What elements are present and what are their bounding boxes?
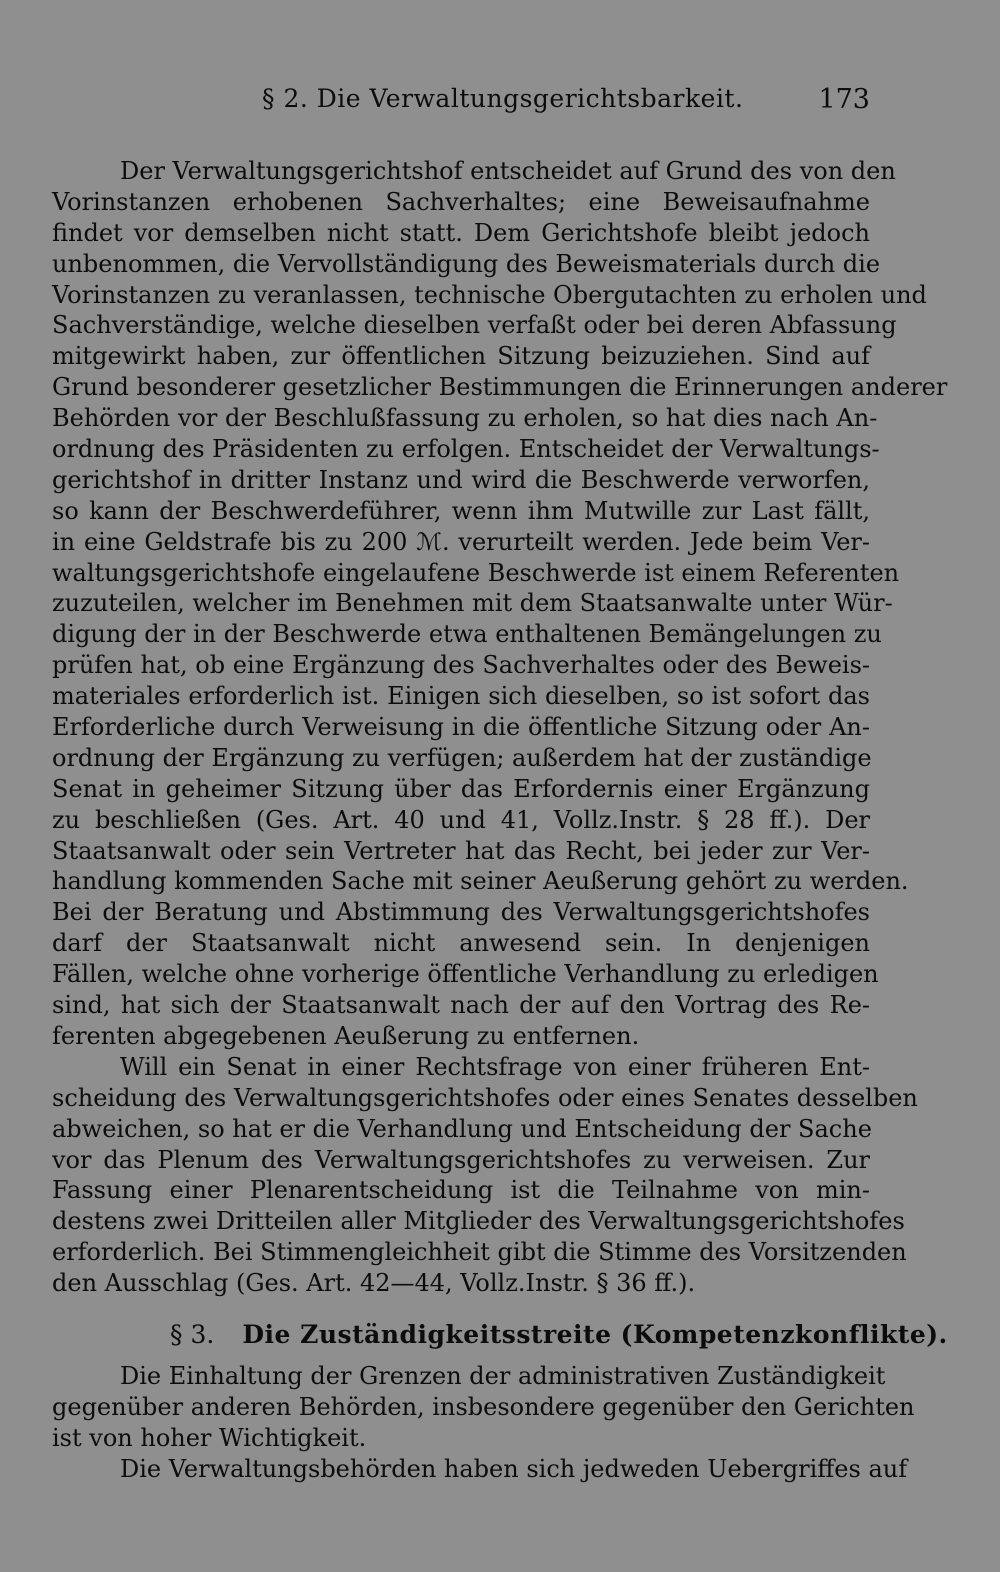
text-line: Vorinstanzen erhobenen Sachverhaltes; eine Beweisaufnahme [52,187,870,216]
text-line: zu beschließen (Ges. Art. 40 und 41, Vollz.Instr. § 28 ff.). Der [52,805,870,834]
text-line: findet vor demselben nicht statt. Dem Gerichtshofe bleibt jedoch [52,218,870,247]
text-line: scheidung des Verwaltungsgerichtshofes oder eines Senates desselben [52,1083,918,1112]
text-line: darf der Staatsanwalt nicht anwesend sein. In denjenigen [52,929,870,958]
text-line: handlung kommenden Sache mit seiner Aeußerung gehört zu werden. [52,867,909,896]
text-line: ist von hoher Wichtigkeit. [52,1423,367,1452]
page-number: 173 [818,84,870,115]
text-line: erforderlich. Bei Stimmengleichheit gibt die Stimme des Vorsitzenden [52,1238,907,1267]
text-line: sind, hat sich der Staatsanwalt nach der auf den Vortrag des Re- [52,991,870,1020]
body-text [52,156,948,1485]
text-line: abweichen, so hat er die Verhandlung und Entscheidung der Sache [52,1114,872,1143]
paragraph-1 [52,156,948,1052]
text-line: Will ein Senat in einer Rechtsfrage von einer früheren Ent- [120,1052,870,1081]
text-line: zuzuteilen, welcher im Benehmen mit dem Staatsanwalte unter Wür- [52,589,893,618]
section-heading [52,1317,948,1353]
text-line: destens zwei Dritteilen aller Mitglieder des Verwaltungsgerichtshofes [52,1207,905,1236]
text-line: Senat in geheimer Sitzung über das Erfordernis einer Ergänzung [52,774,870,803]
text-line: so kann der Beschwerdeführer, wenn ihm Mutwille zur Last fällt, [52,496,870,525]
text-line: gerichtshof in dritter Instanz und wird die Beschwerde verworfen, [52,465,870,494]
text-line: in eine Geldstrafe bis zu 200 ℳ. verurteilt werden. Jede beim Ver- [52,527,870,556]
text-line: Die Einhaltung der Grenzen der administrativen Zuständigkeit [120,1361,886,1390]
text-line: digung der in der Beschwerde etwa enthaltenen Bemängelungen zu [52,620,882,649]
text-line: Die Verwaltungsbehörden haben sich jedweden Uebergriffes auf [120,1454,908,1483]
page-header [52,80,870,120]
text-line: Fällen, welche ohne vorherige öffentliche Verhandlung zu erledigen [52,960,879,989]
text-line: waltungsgerichtshofe eingelaufene Beschwerde ist einem Referenten [52,558,900,587]
text-line: Behörden vor der Beschlußfassung zu erholen, so hat dies nach An- [52,404,878,433]
text-line: Der Verwaltungsgerichtshof entscheidet auf Grund des von den [120,157,896,185]
section-number: § 3. [170,1319,215,1349]
text-line: materiales erforderlich ist. Einigen sich dieselben, so ist sofort das [52,682,870,711]
text-line: Grund besonderer gesetzlicher Bestimmungen die Erinnerungen anderer [52,373,948,402]
text-line: Erforderliche durch Verweisung in die öffentliche Sitzung oder An- [52,713,870,742]
text-line: Vorinstanzen zu veranlassen, technische Obergutachten zu erholen und [52,280,927,309]
book-page [52,80,948,1485]
text-line: prüfen hat, ob eine Ergänzung des Sachverhaltes oder des Beweis- [52,651,870,680]
text-line: unbenommen, die Vervollständigung des Beweismaterials durch die [52,249,881,278]
text-line: Staatsanwalt oder sein Vertreter hat das Recht, bei jeder zur Ver- [52,836,870,865]
text-line: Sachverständige, welche dieselben verfaßt oder bei deren Abfassung [52,311,897,340]
paragraph-3 [52,1361,915,1454]
paragraph-2 [52,1052,918,1299]
paragraph-4 [52,1454,908,1485]
text-line: ordnung des Präsidenten zu erfolgen. Entscheidet der Verwaltungs- [52,435,880,464]
text-line: ferenten abgegebenen Aeußerung zu entfernen. [52,1021,640,1050]
text-line: Bei der Beratung und Abstimmung des Verwaltungsgerichtshofes [52,898,870,927]
text-line: mitgewirkt haben, zur öffentlichen Sitzung beizuziehen. Sind auf [52,342,870,371]
section-title: Die Zuständigkeitsstreite (Kompetenzkonflikte). [242,1319,948,1349]
text-line: Fassung einer Plenarentscheidung ist die Teilnahme von min- [52,1176,870,1205]
text-line: vor das Plenum des Verwaltungsgerichtshofes zu verweisen. Zur [52,1145,870,1174]
text-line: ordnung der Ergänzung zu verfügen; außerdem hat der zuständige [52,743,872,772]
text-line: gegenüber anderen Behörden, insbesondere gegenüber den Gerichten [52,1392,915,1421]
running-title: § 2. Die Verwaltungsgerichtsbarkeit. [262,84,744,113]
text-line: den Ausschlag (Ges. Art. 42—44, Vollz.Instr. § 36 ff.). [52,1269,696,1298]
